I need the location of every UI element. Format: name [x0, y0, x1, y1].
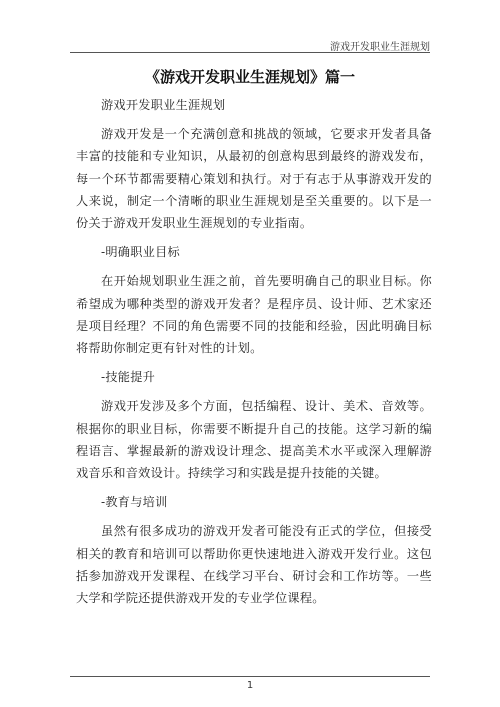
header-divider: [70, 52, 430, 53]
page-number: 1: [246, 680, 254, 691]
section-heading: -技能提升: [101, 370, 156, 385]
section-heading: -教育与培训: [101, 495, 168, 510]
paragraph: 虽然有很多成功的游戏开发者可能没有正式的学位，但接受相关的教育和培训可以帮助你更快速地进入游戏开发行业。这包括参加游戏开发课程、在线学习平台、研讨会和工作坊等。一些大学和学院还提供游戏开发的专业学位课程。: [76, 524, 432, 606]
paragraph: 在开始规划职业生涯之前，首先要明确自己的职业目标。你希望成为哪种类型的游戏开发者？是程序员、设计师、艺术家还是项目经理？不同的角色需要不同的技能和经验，因此明确目标将帮助你制定更有针对性的计划。: [76, 274, 432, 356]
document-title: 《游戏开发职业生涯规划》篇一: [144, 68, 355, 86]
paragraph-heading: 游戏开发职业生涯规划: [101, 98, 226, 112]
paragraph: 游戏开发是一个充满创意和挑战的领域，它要求开发者具备丰富的技能和专业知识，从最初的创意构思到最终的游戏发布，每一个环节都需要精心策划和执行。对于有志于从事游戏开发的人来说，制定一个清晰的职业生涯规划是至关重要的。以下是一份关于游戏开发职业生涯规划的专业指南。: [76, 127, 432, 231]
running-header: 游戏开发职业生涯规划: [330, 42, 430, 53]
section-heading: -明确职业目标: [101, 245, 180, 260]
document-body: [76, 94, 432, 616]
footer-divider: [70, 676, 430, 677]
paragraph: 游戏开发涉及多个方面，包括编程、设计、美术、音效等。根据你的职业目标，你需要不断提升自己的技能。这学习新的编程语言、掌握最新的游戏设计理念、提高美术水平或深入理解游戏音乐和音效设计。持续学习和实践是提升技能的关键。: [76, 399, 432, 481]
